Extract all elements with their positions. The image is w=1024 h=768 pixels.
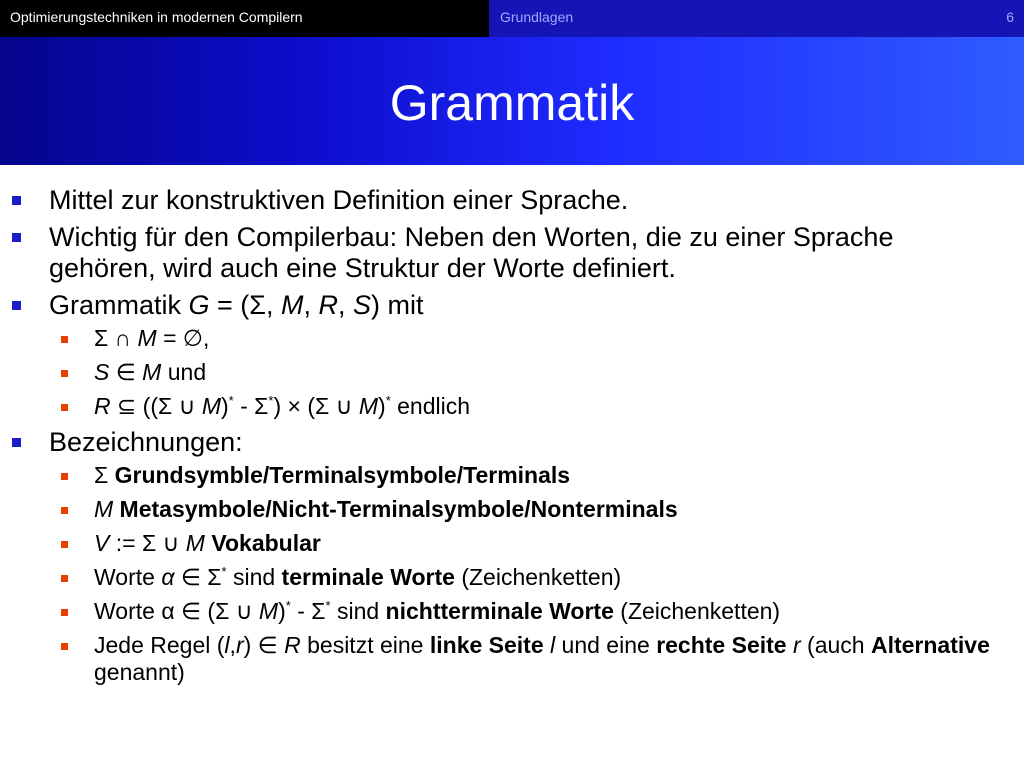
text-fragment: = ∅,: [156, 325, 210, 351]
title-banner: [0, 37, 1024, 165]
text-fragment: ⊆ ((Σ ∪: [110, 393, 202, 419]
text-fragment: - Σ: [290, 598, 326, 624]
bold-term: Metasymbole/Nicht-Terminalsymbole/Nonterminals: [113, 496, 678, 522]
text-fragment: und: [161, 359, 207, 385]
square-bullet-icon: [12, 438, 21, 447]
math-var: R: [318, 290, 339, 320]
math-var: r: [792, 632, 801, 658]
bullet-item-grammatik: [0, 290, 1024, 420]
slide-title: Grammatik: [389, 75, 635, 131]
sub-bullet-item: [0, 632, 994, 686]
bold-term: Grundsymble/Terminalsymbole/Terminals: [114, 462, 571, 488]
text-fragment: ,: [303, 290, 319, 320]
math-var: M: [94, 496, 114, 522]
text-fragment: := Σ ∪: [109, 530, 186, 556]
square-bullet-icon: [61, 609, 68, 616]
text-fragment: ): [221, 393, 229, 419]
square-bullet-icon: [61, 336, 68, 343]
slide-content: [0, 185, 1024, 693]
text-fragment: Σ ∩: [94, 325, 138, 351]
sub-bullet-list: [49, 325, 994, 420]
square-bullet-icon: [61, 507, 68, 514]
math-var: M: [137, 325, 157, 351]
text-fragment: ) ∈: [243, 632, 285, 658]
sub-bullet-item: [0, 359, 994, 386]
square-bullet-icon: [12, 301, 21, 310]
section-area: [489, 0, 1024, 37]
sub-bullet-item: [0, 393, 994, 420]
sub-bullet-item: [0, 462, 994, 489]
math-var: M: [258, 598, 279, 624]
course-title: Optimierungstechniken in modernen Compilern: [0, 0, 489, 37]
bullet-text: Bezeichnungen:: [49, 427, 243, 457]
sub-bullet-item: [0, 598, 994, 625]
square-bullet-icon: [61, 404, 68, 411]
square-bullet-icon: [61, 541, 68, 548]
text-fragment: ∈: [109, 359, 143, 385]
text-fragment: genannt): [94, 659, 185, 685]
math-var: S: [94, 359, 110, 385]
superscript: *: [228, 393, 234, 408]
math-var: M: [185, 530, 205, 556]
math-var: S: [353, 290, 372, 320]
text-fragment: (Zeichenketten): [613, 598, 781, 624]
math-var: V: [94, 530, 110, 556]
superscript: *: [385, 393, 391, 408]
superscript: *: [285, 598, 291, 613]
text-fragment: (Zeichenketten): [454, 564, 622, 590]
header-bar: [0, 0, 1024, 37]
math-var: R: [284, 632, 301, 658]
text-fragment: ) × (Σ ∪: [273, 393, 359, 419]
math-var: α: [161, 564, 175, 590]
text-fragment: ): [278, 598, 286, 624]
square-bullet-icon: [61, 575, 68, 582]
text-fragment: besitzt eine: [300, 632, 430, 658]
superscript: *: [325, 598, 331, 613]
square-bullet-icon: [61, 370, 68, 377]
text-fragment: = (Σ,: [209, 290, 281, 320]
section-title: Grundlagen: [500, 9, 574, 25]
text-fragment: Grammatik: [49, 290, 189, 320]
text-fragment: Worte: [94, 564, 162, 590]
bullet-item-compilerbau: [0, 222, 1024, 284]
text-fragment: (auch: [800, 632, 871, 658]
text-fragment: ) mit: [371, 290, 424, 320]
square-bullet-icon: [61, 473, 68, 480]
math-var: G: [188, 290, 210, 320]
sub-bullet-list: [49, 462, 994, 686]
bullet-list: [0, 185, 1024, 686]
math-var: M: [358, 393, 379, 419]
math-var: R: [94, 393, 111, 419]
bold-term: linke Seite: [429, 632, 544, 658]
sub-bullet-item: [0, 325, 994, 352]
text-fragment: Worte α ∈ (Σ ∪: [94, 598, 259, 624]
text-fragment: ): [378, 393, 386, 419]
bold-term: rechte Seite: [656, 632, 787, 658]
bullet-text: [49, 290, 424, 320]
superscript: *: [268, 393, 274, 408]
text-fragment: und eine: [555, 632, 657, 658]
text-fragment: ,: [229, 632, 236, 658]
math-var: r: [235, 632, 244, 658]
math-var: l: [224, 632, 230, 658]
sub-bullet-item: [0, 530, 994, 557]
square-bullet-icon: [61, 643, 68, 650]
math-var: M: [281, 290, 304, 320]
bold-term: nichtterminale Worte: [385, 598, 614, 624]
math-var: M: [201, 393, 221, 419]
text-fragment: - Σ: [233, 393, 269, 419]
sub-bullet-item: [0, 496, 994, 523]
bullet-item-definition: [0, 185, 1024, 216]
text-fragment: Jede Regel (: [94, 632, 225, 658]
square-bullet-icon: [12, 233, 21, 242]
superscript: *: [221, 564, 227, 579]
bullet-item-bezeichnungen: [0, 427, 1024, 686]
bold-term: Vokabular: [204, 530, 321, 556]
math-var: l: [550, 632, 556, 658]
page-number: 6: [1006, 9, 1014, 25]
sub-bullet-item: [0, 564, 994, 591]
text-fragment: ∈ Σ: [174, 564, 222, 590]
bold-term: Alternative: [870, 632, 990, 658]
bullet-text: Wichtig für den Compilerbau: Neben den Worten, die zu einer Sprache gehören, wird auch eine Struktur der Worte definiert.: [49, 222, 894, 283]
bold-term: terminale Worte: [281, 564, 455, 590]
square-bullet-icon: [12, 196, 21, 205]
text-fragment: sind: [330, 598, 386, 624]
bullet-text: Mittel zur konstruktiven Definition einer Sprache.: [49, 185, 629, 215]
text-fragment: endlich: [390, 393, 471, 419]
text-fragment: ,: [338, 290, 354, 320]
text-fragment: sind: [226, 564, 282, 590]
math-var: M: [142, 359, 162, 385]
text-fragment: Σ: [94, 462, 115, 488]
